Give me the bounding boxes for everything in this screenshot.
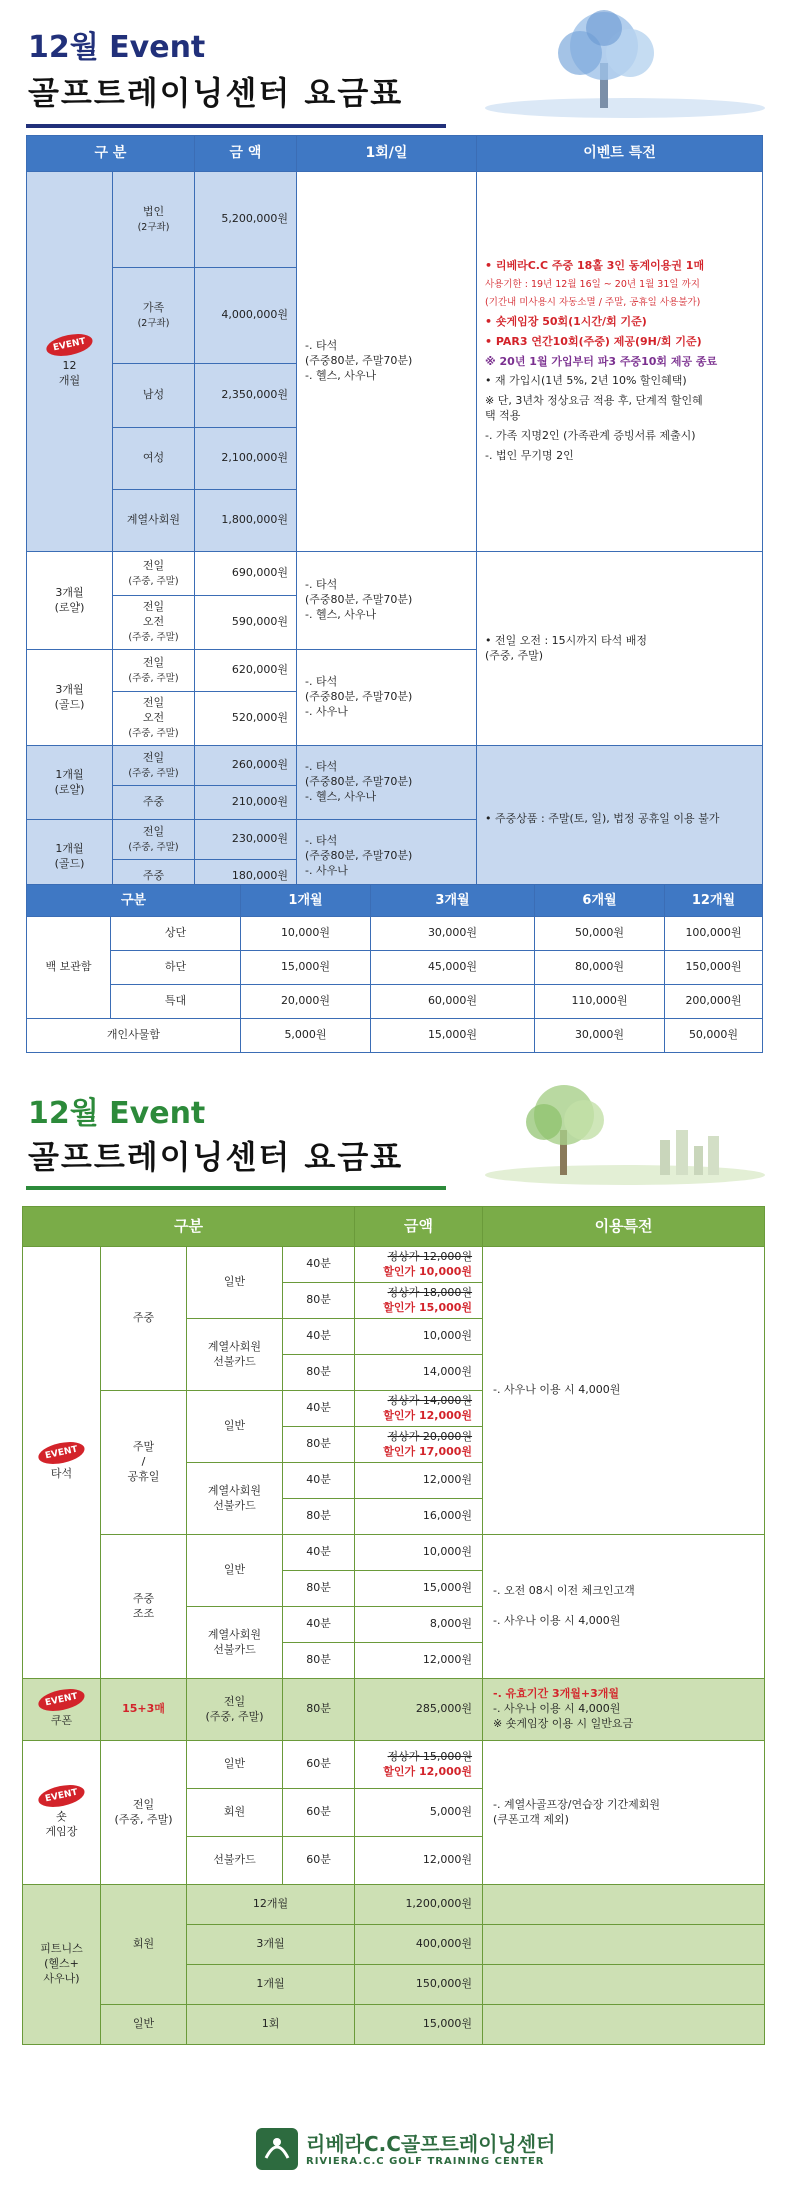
locker-header-row (27, 885, 763, 917)
fitness-price: 400,000원 (355, 1925, 483, 1965)
price-cell: 14,000원 (355, 1355, 483, 1391)
coupon-price: 285,000원 (355, 1679, 483, 1741)
usage-cell: -. 타석 (주중80분, 주말70분) -. 사우나 (297, 820, 477, 894)
empty-cell (483, 1965, 765, 2005)
locker-price: 30,000원 (535, 1019, 665, 1053)
benefits-cell: • 리베라C.C 주중 18홀 3인 동계이용권 1매 사용기한 : 19년 12월 16일 ~ 20년 1월 31일 까지 (기간내 미사용시 자동소멸 / 주말, 공휴일 사용불가) • 숏게임장 50회(1시간/회 기준) • PAR3 연간10회(주중) 제공(9H/회 기준) ※ 20년 1월 가입부터 파3 주중10회 제공 종료 • 재 가입시(1년 5%, 2년 10% 할인혜택) ※ 단, 3년차 정상요금 적용 후, 단계적 할인혜 택 적용 -. 가족 지명2인 (가족관계 증빙서류 제출시) -. 법인 무기명 2인 (477, 172, 763, 552)
table-row (27, 917, 763, 951)
locker-price: 80,000원 (535, 951, 665, 985)
training-header-row (23, 1207, 765, 1247)
short-game-benefit: -. 계열사골프장/연습장 기간제회원 (쿠폰고객 제외) (483, 1741, 765, 1885)
affiliate-label: 계열사회원 선불카드 (187, 1463, 283, 1535)
personal-locker-label: 개인사물함 (27, 1019, 241, 1053)
locker-price: 110,000원 (535, 985, 665, 1019)
fitness-period: 12개월 (187, 1885, 355, 1925)
short-game-kind: 회원 (187, 1789, 283, 1837)
locker-header-12m: 12개월 (665, 885, 763, 917)
type-cell: 법인 (2구좌) (113, 172, 195, 268)
price-cell: 5,200,000원 (195, 172, 297, 268)
coupon-count: 15+3매 (101, 1679, 187, 1741)
price-cell: 10,000원 (355, 1535, 483, 1571)
locker-size: 상단 (111, 917, 241, 951)
short-game-kind: 일반 (187, 1741, 283, 1789)
bag-locker-label: 백 보관함 (27, 917, 111, 1019)
event-badge: EVENT (44, 330, 94, 359)
type-cell: 전일 (주중, 주말) (113, 820, 195, 860)
empty-cell (483, 2005, 765, 2045)
fitness-member-label: 회원 (101, 1885, 187, 2005)
minutes: 80분 (283, 1679, 355, 1741)
general-label: 일반 (187, 1247, 283, 1319)
locker-header-category: 구분 (27, 885, 241, 917)
price-cell: 180,000원 (195, 860, 297, 894)
usage-cell: -. 타석 (주중80분, 주말70분) -. 헬스, 사우나 (297, 746, 477, 820)
empty-cell (483, 1925, 765, 1965)
minutes: 40분 (283, 1247, 355, 1283)
price-cell: 210,000원 (195, 786, 297, 820)
one-month-benefit: • 주중상품 : 주말(토, 일), 법정 공휴일 이용 불가 (477, 746, 763, 894)
locker-header-6m: 6개월 (535, 885, 665, 917)
header-benefits: 이벤트 특전 (477, 136, 763, 172)
table-row (23, 1885, 765, 1925)
training-header-category: 구분 (23, 1207, 355, 1247)
type-cell: 계열사회원 (113, 490, 195, 552)
locker-table (26, 884, 763, 1053)
locker-price: 50,000원 (665, 1019, 763, 1053)
usage-cell: -. 타석 (주중80분, 주말70분) -. 헬스, 사우나 (297, 552, 477, 650)
weekend-label: 주말 / 공휴일 (101, 1391, 187, 1535)
early-label: 주중 조조 (101, 1535, 187, 1679)
price-cell: 4,000,000원 (195, 268, 297, 364)
training-table (22, 1206, 765, 2045)
fitness-label: 피트니스 (헬스+ 사우나) (23, 1885, 101, 2045)
twelve-month-label: EVENT 12 개월 (27, 172, 113, 552)
minutes: 80분 (283, 1427, 355, 1463)
locker-price: 10,000원 (241, 917, 371, 951)
event-badge: EVENT (36, 1685, 86, 1714)
header-daily: 1회/일 (297, 136, 477, 172)
locker-price: 100,000원 (665, 917, 763, 951)
table-row (23, 1535, 765, 1571)
type-cell: 전일 (주중, 주말) (113, 746, 195, 786)
fitness-general-label: 일반 (101, 2005, 187, 2045)
coupon-row (23, 1679, 765, 1741)
locker-size: 특대 (111, 985, 241, 1019)
minutes: 80분 (283, 1283, 355, 1319)
table-row (27, 1019, 763, 1053)
coupon-benefit: -. 유효기간 3개월+3개월 -. 사우나 이용 시 4,000원 ※ 숏게임장 이용 시 일반요금 (483, 1679, 765, 1741)
minutes: 80분 (283, 1643, 355, 1679)
table-row (23, 1741, 765, 1789)
membership-table (26, 135, 763, 894)
minutes: 80분 (283, 1355, 355, 1391)
brand-logo (256, 2126, 556, 2176)
locker-price: 5,000원 (241, 1019, 371, 1053)
training-header-benefit: 이용특전 (483, 1207, 765, 1247)
short-game-type: 전일 (주중, 주말) (101, 1741, 187, 1885)
price-cell: 16,000원 (355, 1499, 483, 1535)
price-cell: 10,000원 (355, 1319, 483, 1355)
table-row (27, 172, 763, 268)
membership-header-row (27, 136, 763, 172)
fitness-price: 15,000원 (355, 2005, 483, 2045)
short-game-label: EVENT 숏 게임장 (23, 1741, 101, 1885)
section1-main-title: 골프트레이닝센터 요금표 (28, 74, 404, 112)
price-cell: 12,000원 (355, 1463, 483, 1499)
section2-title-underline (26, 1186, 446, 1190)
locker-price: 15,000원 (371, 1019, 535, 1053)
price-cell: 590,000원 (195, 596, 297, 650)
type-cell: 전일 (주중, 주말) (113, 552, 195, 596)
price-cell: 8,000원 (355, 1607, 483, 1643)
general-label: 일반 (187, 1391, 283, 1463)
locker-price: 15,000원 (241, 951, 371, 985)
early-benefit: -. 오전 08시 이전 체크인고객 -. 사우나 이용 시 4,000원 (483, 1535, 765, 1679)
coupon-type: 전일 (주중, 주말) (187, 1679, 283, 1741)
price-cell: 12,000원 (355, 1837, 483, 1885)
minutes: 40분 (283, 1391, 355, 1427)
price-cell: 2,100,000원 (195, 428, 297, 490)
section2-event-title: 12월 Event (28, 1096, 206, 1131)
price-cell: 2,350,000원 (195, 364, 297, 428)
event-badge: EVENT (36, 1438, 86, 1467)
tasuk-label: EVENT 타석 (23, 1247, 101, 1679)
logo-mark-icon (256, 2128, 298, 2170)
period-label: 1개월 (로얄) (27, 746, 113, 820)
locker-price: 20,000원 (241, 985, 371, 1019)
period-label: 1개월 (골드) (27, 820, 113, 894)
section1-title-underline (26, 124, 446, 128)
logo-english-text: RIVIERA.C.C GOLF TRAINING CENTER (306, 2156, 545, 2167)
coupon-label: EVENT 쿠폰 (23, 1679, 101, 1741)
table-row (27, 552, 763, 596)
table-row (27, 951, 763, 985)
usage-cell: -. 타석 (주중80분, 주말70분) -. 헬스, 사우나 (297, 172, 477, 552)
locker-price: 150,000원 (665, 951, 763, 985)
price-cell: 정상가 14,000원 할인가 12,000원 (355, 1391, 483, 1427)
type-cell: 전일 오전 (주중, 주말) (113, 692, 195, 746)
price-cell: 1,800,000원 (195, 490, 297, 552)
header-category: 구 분 (27, 136, 195, 172)
minutes: 40분 (283, 1607, 355, 1643)
table-row (27, 746, 763, 786)
price-cell: 정상가 15,000원 할인가 12,000원 (355, 1741, 483, 1789)
price-cell: 5,000원 (355, 1789, 483, 1837)
fitness-period: 1개월 (187, 1965, 355, 2005)
minutes: 60분 (283, 1789, 355, 1837)
general-label: 일반 (187, 1535, 283, 1607)
minutes: 80분 (283, 1499, 355, 1535)
period-label: 3개월 (골드) (27, 650, 113, 746)
fitness-price: 150,000원 (355, 1965, 483, 2005)
weekday-label: 주중 (101, 1247, 187, 1391)
locker-size: 하단 (111, 951, 241, 985)
minutes: 60분 (283, 1741, 355, 1789)
affiliate-label: 계열사회원 선불카드 (187, 1319, 283, 1391)
type-cell: 여성 (113, 428, 195, 490)
minutes: 60분 (283, 1837, 355, 1885)
training-header-price: 금액 (355, 1207, 483, 1247)
tree-illustration-green (480, 1070, 770, 1188)
type-cell: 전일 오전 (주중, 주말) (113, 596, 195, 650)
empty-cell (483, 1885, 765, 1925)
minutes: 40분 (283, 1319, 355, 1355)
locker-price: 45,000원 (371, 951, 535, 985)
locker-price: 200,000원 (665, 985, 763, 1019)
fitness-period: 3개월 (187, 1925, 355, 1965)
table-row (27, 985, 763, 1019)
type-cell: 전일 (주중, 주말) (113, 650, 195, 692)
minutes: 80분 (283, 1571, 355, 1607)
section2-main-title: 골프트레이닝센터 요금표 (28, 1138, 404, 1176)
fitness-price: 1,200,000원 (355, 1885, 483, 1925)
price-cell: 690,000원 (195, 552, 297, 596)
locker-price: 30,000원 (371, 917, 535, 951)
type-cell: 가족 (2구좌) (113, 268, 195, 364)
event-badge: EVENT (36, 1781, 86, 1810)
locker-price: 60,000원 (371, 985, 535, 1019)
usage-cell: -. 타석 (주중80분, 주말70분) -. 사우나 (297, 650, 477, 746)
header-price: 금 액 (195, 136, 297, 172)
table-row (23, 1247, 765, 1283)
price-cell: 260,000원 (195, 746, 297, 786)
period-label: 3개월 (로얄) (27, 552, 113, 650)
price-cell: 정상가 20,000원 할인가 17,000원 (355, 1427, 483, 1463)
locker-header-3m: 3개월 (371, 885, 535, 917)
price-cell: 620,000원 (195, 650, 297, 692)
fitness-period: 1회 (187, 2005, 355, 2045)
price-cell: 12,000원 (355, 1643, 483, 1679)
price-cell: 15,000원 (355, 1571, 483, 1607)
minutes: 40분 (283, 1535, 355, 1571)
three-month-benefit: • 전일 오전 : 15시까지 타석 배정 (주중, 주말) (477, 552, 763, 746)
minutes: 40분 (283, 1463, 355, 1499)
locker-price: 50,000원 (535, 917, 665, 951)
affiliate-label: 계열사회원 선불카드 (187, 1607, 283, 1679)
table-row (23, 2005, 765, 2045)
price-cell: 520,000원 (195, 692, 297, 746)
type-cell: 주중 (113, 860, 195, 894)
logo-korean-text: 리베라C.C골프트레이닝센터 (306, 2132, 556, 2156)
section1-event-title: 12월 Event (28, 30, 206, 65)
price-cell: 정상가 18,000원 할인가 15,000원 (355, 1283, 483, 1319)
price-cell: 230,000원 (195, 820, 297, 860)
tree-illustration-blue (480, 8, 770, 123)
type-cell: 남성 (113, 364, 195, 428)
short-game-kind: 선불카드 (187, 1837, 283, 1885)
price-cell: 정상가 12,000원 할인가 10,000원 (355, 1247, 483, 1283)
sauna-benefit: -. 사우나 이용 시 4,000원 (483, 1247, 765, 1535)
type-cell: 주중 (113, 786, 195, 820)
locker-header-1m: 1개월 (241, 885, 371, 917)
